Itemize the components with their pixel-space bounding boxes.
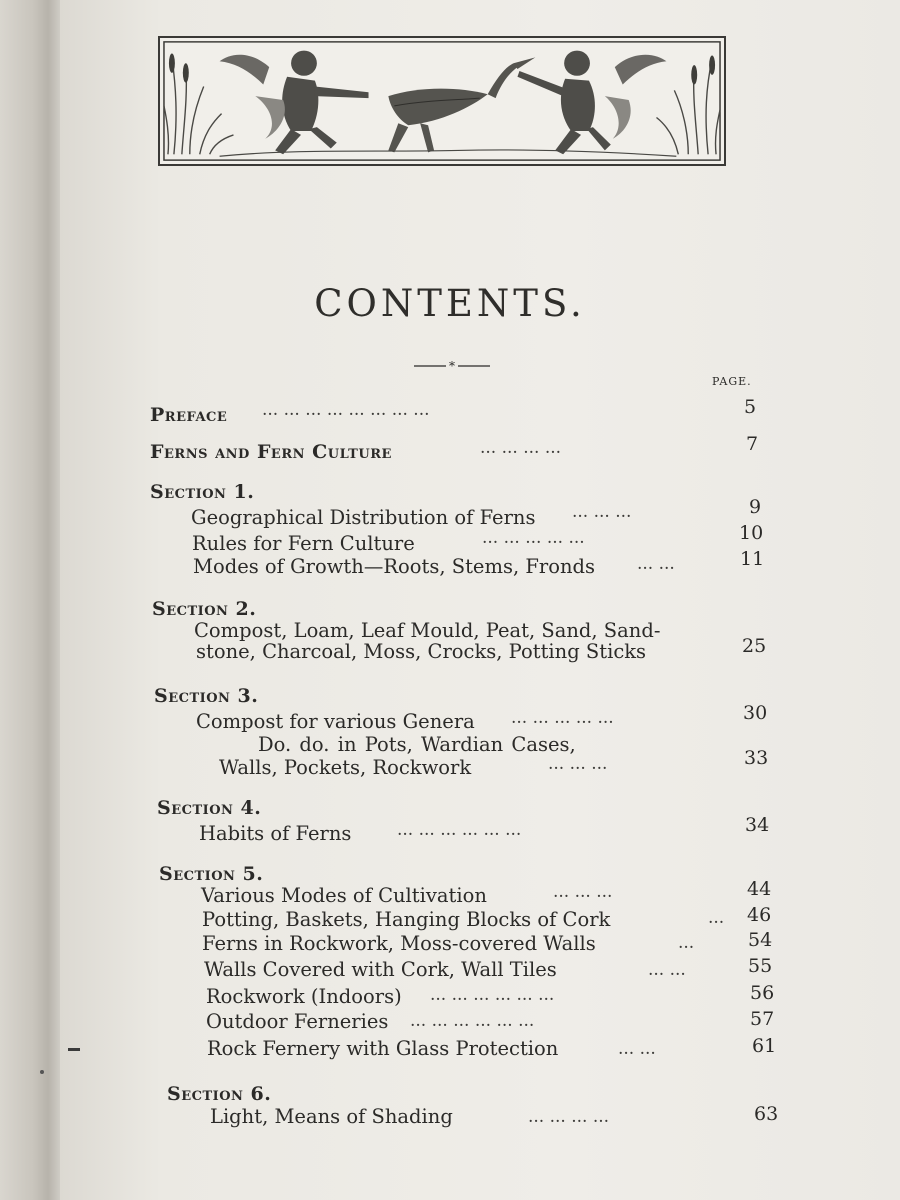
toc-entry-text: Compost, Loam, Leaf Mould, Peat, Sand, Sand- bbox=[194, 619, 661, 642]
toc-entry-leader: ... ... ... bbox=[548, 754, 608, 774]
headpiece-engraving bbox=[158, 36, 726, 166]
ferns-page: 7 bbox=[746, 433, 759, 455]
toc-entry-page: 25 bbox=[742, 635, 767, 657]
section-2-heading: Section 2. bbox=[152, 598, 257, 620]
section-5-heading: Section 5. bbox=[159, 863, 264, 885]
toc-entry-page: 33 bbox=[744, 747, 769, 769]
toc-entry-page: 61 bbox=[752, 1035, 777, 1057]
toc-entry-text: Light, Means of Shading bbox=[210, 1105, 453, 1128]
toc-entry-text: Outdoor Ferneries bbox=[206, 1010, 389, 1033]
section-1-heading: Section 1. bbox=[150, 481, 255, 503]
margin-mark bbox=[68, 1048, 80, 1051]
toc-entry-text: Ferns in Rockwork, Moss-covered Walls bbox=[202, 932, 596, 955]
toc-entry-page: 10 bbox=[739, 522, 764, 544]
section-3-heading: Section 3. bbox=[154, 685, 259, 707]
toc-entry-page: 46 bbox=[747, 904, 772, 926]
toc-entry-page: 30 bbox=[743, 702, 768, 724]
toc-entry-page: 56 bbox=[750, 982, 775, 1004]
toc-entry-leader: ... ... ... ... ... ... bbox=[430, 985, 555, 1005]
cherubs-and-heron-engraving-icon bbox=[160, 38, 724, 164]
toc-entry-text: Compost for various Genera bbox=[196, 710, 475, 733]
toc-entry-page: 57 bbox=[750, 1008, 775, 1030]
toc-entry-page: 63 bbox=[754, 1103, 779, 1125]
toc-entry-leader: ... ... ... ... ... bbox=[511, 708, 614, 728]
toc-entry-leader: ... ... bbox=[648, 960, 686, 980]
page-title: CONTENTS. bbox=[314, 282, 586, 325]
toc-entry-page: 11 bbox=[740, 548, 765, 570]
section-6-heading: Section 6. bbox=[167, 1083, 272, 1105]
toc-entry-page: 54 bbox=[748, 929, 773, 951]
page-column-label: PAGE. bbox=[712, 375, 752, 388]
divider-ornament-icon bbox=[412, 360, 492, 372]
preface-label: Preface bbox=[150, 404, 228, 426]
toc-entry-leader: ... ... bbox=[618, 1039, 656, 1059]
toc-entry-leader: ... ... ... bbox=[553, 882, 613, 902]
toc-entry-text: Geographical Distribution of Ferns bbox=[191, 506, 536, 529]
toc-entry-leader: ... ... ... ... ... bbox=[482, 528, 585, 548]
toc-entry-text: Rockwork (Indoors) bbox=[206, 985, 402, 1008]
toc-entry-text: Habits of Ferns bbox=[199, 822, 352, 845]
toc-entry-text: Rock Fernery with Glass Protection bbox=[207, 1037, 559, 1060]
toc-entry-text-cont: stone, Charcoal, Moss, Crocks, Potting Sticks bbox=[196, 640, 647, 663]
toc-entry-leader: ... ... ... bbox=[572, 502, 632, 522]
preface-leader: ... ... ... ... ... ... ... ... bbox=[262, 400, 430, 420]
ferns-label: Ferns and Fern Culture bbox=[150, 441, 392, 463]
toc-entry-page: 9 bbox=[749, 496, 762, 518]
toc-entry-text: Rules for Fern Culture bbox=[192, 532, 415, 555]
toc-entry-text: Modes of Growth—Roots, Stems, Fronds bbox=[193, 555, 595, 578]
ferns-leader: ... ... ... ... bbox=[480, 438, 562, 458]
book-gutter bbox=[0, 0, 60, 1200]
toc-entry-text: Do. do. in Pots, Wardian Cases, bbox=[258, 733, 576, 756]
section-4-heading: Section 4. bbox=[157, 797, 262, 819]
toc-entry-text: Walls Covered with Cork, Wall Tiles bbox=[204, 958, 557, 981]
toc-entry-page: 55 bbox=[748, 955, 773, 977]
toc-entry-text-cont: Walls, Pockets, Rockwork bbox=[219, 756, 472, 779]
toc-entry-text: Potting, Baskets, Hanging Blocks of Cork bbox=[202, 908, 611, 931]
toc-entry-page: 44 bbox=[747, 878, 772, 900]
toc-entry-leader: ... ... bbox=[637, 554, 675, 574]
margin-speck bbox=[40, 1070, 44, 1074]
svg-text:*: * bbox=[449, 360, 455, 372]
toc-entry-leader: ... ... ... ... ... ... bbox=[410, 1011, 535, 1031]
preface-page: 5 bbox=[744, 396, 757, 418]
toc-entry-leader: ... ... ... ... ... ... bbox=[397, 820, 522, 840]
toc-entry-text: Various Modes of Cultivation bbox=[201, 884, 487, 907]
toc-entry-leader: ... bbox=[678, 933, 695, 953]
toc-entry-page: 34 bbox=[745, 814, 770, 836]
toc-entry-leader: ... ... ... ... bbox=[528, 1107, 610, 1127]
toc-entry-leader: ... bbox=[708, 908, 725, 928]
